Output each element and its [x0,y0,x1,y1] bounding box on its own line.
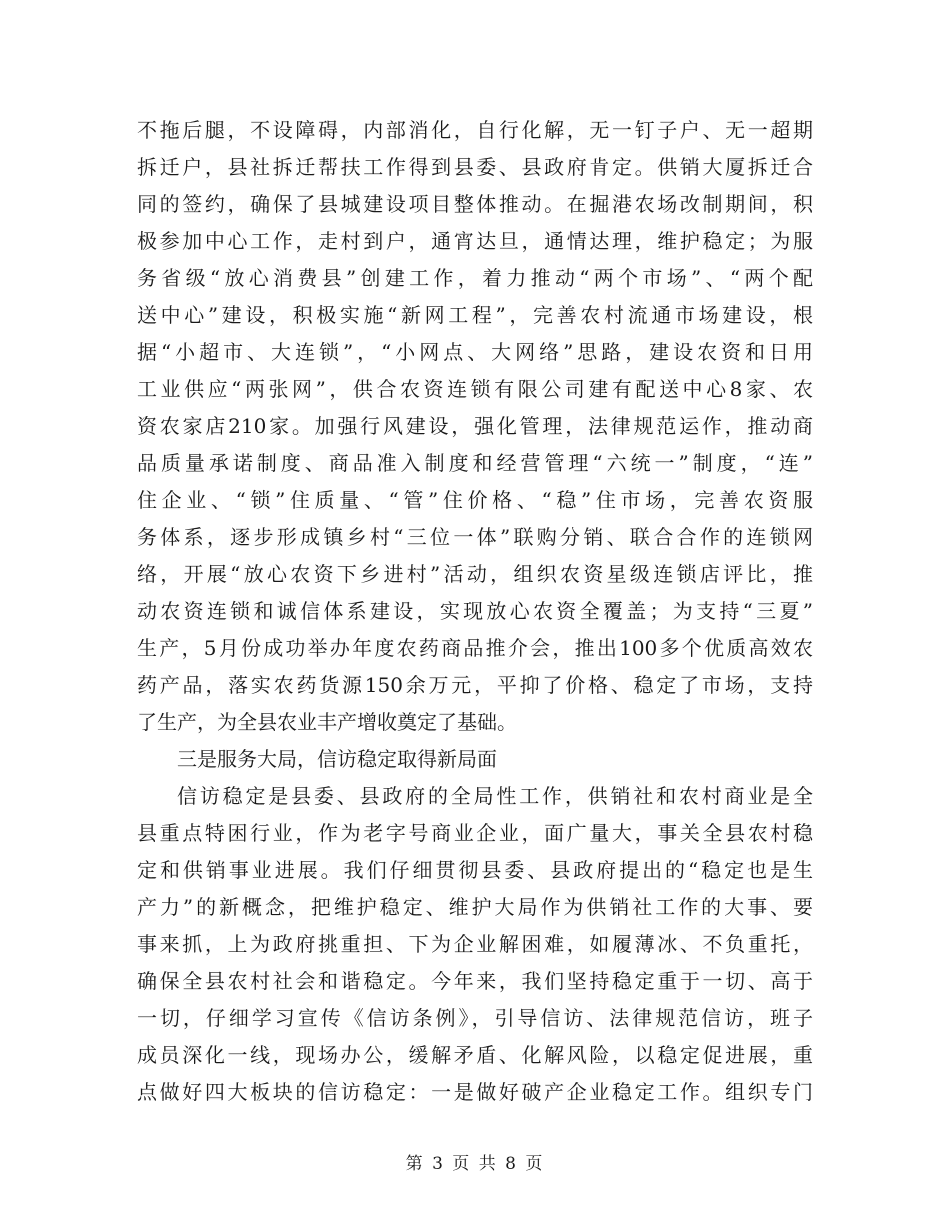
text-line: 不拖后腿，不设障碍，内部消化，自行化解，无一钉子户、无一超期 [137,118,813,142]
text-line: 工业供应“两张网”，供合农资连锁有限公司建有配送中心8家、农 [137,377,813,401]
text-line: 点做好四大板块的信访稳定：一是做好破产企业稳定工作。组织专门 [137,1080,813,1104]
text-line: 住企业、“锁”住质量、“管”住价格、“稳”住市场，完善农资服 [137,488,813,512]
text-line: 资农家店210家。加强行风建设，强化管理，法律规范运作，推动商 [137,414,813,438]
text-line: 据“小超市、大连锁”，“小网点、大网络”思路，建设农资和日用 [137,340,813,364]
text-line: 信访稳定是县委、县政府的全局性工作，供销社和农村商业是全 [177,784,813,808]
text-line: 了生产，为全县农业丰产增收奠定了基础。 [137,710,517,734]
section-heading: 三是服务大局，信访稳定取得新局面 [177,747,497,771]
text-line: 确保全县农村社会和谐稳定。今年来，我们坚持稳定重于一切、高于 [137,969,813,993]
text-line: 务体系，逐步形成镇乡村“三位一体”联购分销、联合合作的连锁网 [137,525,813,549]
text-line: 动农资连锁和诚信体系建设，实现放心农资全覆盖；为支持“三夏” [137,599,813,623]
text-line: 事来抓，上为政府挑重担、下为企业解困难，如履薄冰、不负重托， [137,932,813,956]
text-line: 务省级“放心消费县”创建工作，着力推动“两个市场”、“两个配 [137,266,813,290]
text-line: 县重点特困行业，作为老字号商业企业，面广量大，事关全县农村稳 [137,821,813,845]
text-line: 拆迁户，县社拆迁帮扶工作得到县委、县政府肯定。供销大厦拆迁合 [137,155,813,179]
text-line: 定和供销事业进展。我们仔细贯彻县委、县政府提出的“稳定也是生 [137,858,813,882]
text-line: 络，开展“放心农资下乡进村”活动，组织农资星级连锁店评比，推 [137,562,813,586]
page-number-footer: 第 3 页 共 8 页 [405,1154,545,1174]
text-line: 送中心”建设，积极实施“新网工程”，完善农村流通市场建设，根 [137,303,813,327]
text-line: 一切，仔细学习宣传《信访条例》，引导信访、法律规范信访，班子 [137,1006,813,1030]
text-line: 生产，5月份成功举办年度农药商品推介会，推出100多个优质高效农 [137,636,813,660]
text-line: 成员深化一线，现场办公，缓解矛盾、化解风险，以稳定促进展，重 [137,1043,813,1067]
text-line: 产力”的新概念，把维护稳定、维护大局作为供销社工作的大事、要 [137,895,813,919]
text-line: 同的签约，确保了县城建设项目整体推动。在掘港农场改制期间，积 [137,192,813,216]
text-line: 品质量承诺制度、商品准入制度和经营管理“六统一”制度，“连” [137,451,813,475]
text-line: 药产品，落实农药货源150余万元，平抑了价格、稳定了市场，支持 [137,673,813,697]
text-line: 极参加中心工作，走村到户，通宵达旦，通情达理，维护稳定；为服 [137,229,813,253]
document-body [137,112,813,1111]
